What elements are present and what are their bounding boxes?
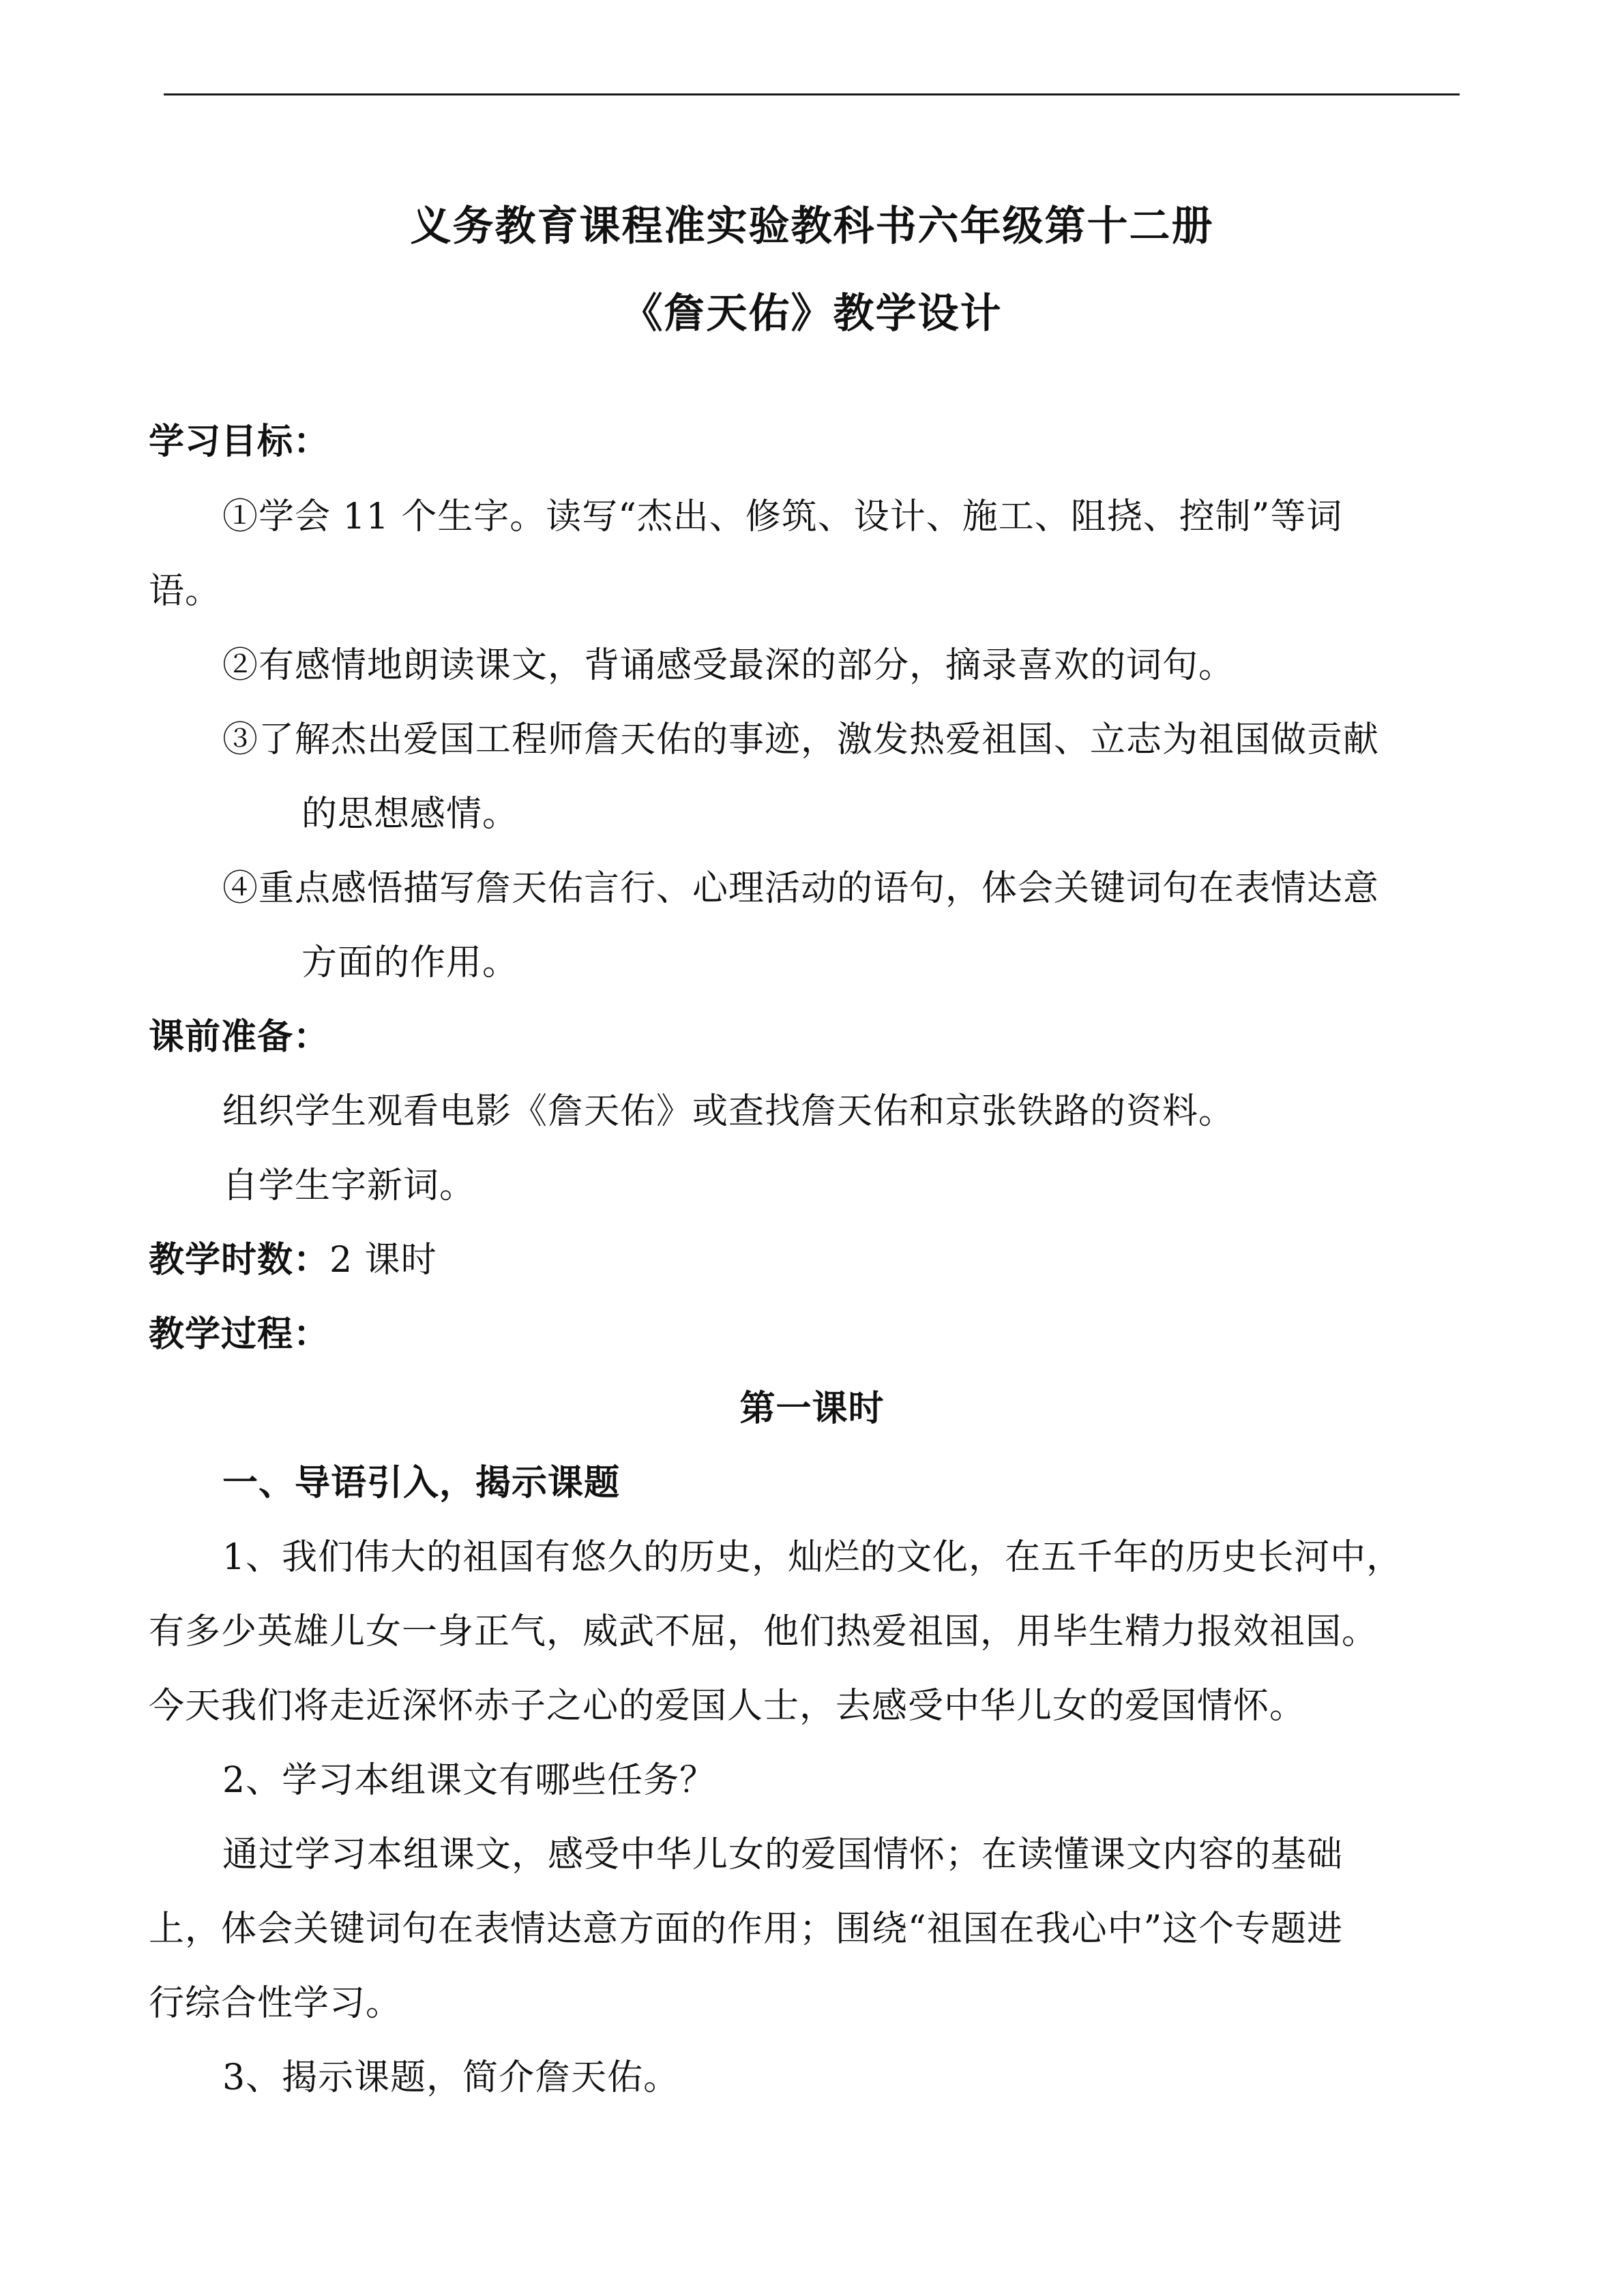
paragraph-3-line-2: 上，体会关键词句在表情达意方面的作用；围绕“祖国在我心中”这个专题进 bbox=[149, 1909, 1344, 1950]
teaching-hours-label: 教学时数： bbox=[149, 1240, 330, 1281]
paragraph-1-line-1: 1、我们伟大的祖国有悠久的历史，灿烂的文化，在五千年的历史长河中， bbox=[222, 1537, 1403, 1578]
paragraph-3-line-3: 行综合性学习。 bbox=[149, 1983, 402, 2024]
teaching-hours bbox=[149, 1239, 437, 1281]
paragraph-1-line-2: 有多少英雄儿女一身正气，威武不屈，他们热爱祖国，用毕生精力报效祖国。 bbox=[149, 1611, 1378, 1652]
preparation-item-1: 组织学生观看电影《詹天佑》或查找詹天佑和京张铁路的资料。 bbox=[222, 1091, 1235, 1132]
goal-item-1-cont: 语。 bbox=[149, 571, 222, 612]
section-1-heading: 一、导语引入，揭示课题 bbox=[222, 1463, 621, 1504]
goal-item-4: ④重点感悟描写詹天佑言行、心理活动的语句，体会关键词句在表情达意 bbox=[222, 868, 1380, 909]
preparation-heading: 课前准备： bbox=[149, 1017, 330, 1058]
goal-item-4-cont: 方面的作用。 bbox=[301, 942, 519, 983]
document-title: 义务教育课程准实验教科书六年级第十二册 bbox=[410, 203, 1214, 250]
goal-item-3-cont: 的思想感情。 bbox=[301, 794, 519, 835]
goals-heading: 学习目标： bbox=[149, 421, 330, 462]
goal-item-3: ③了解杰出爱国工程师詹天佑的事迹，激发热爱祖国、立志为祖国做贡献 bbox=[222, 719, 1380, 760]
teaching-hours-value: 2 课时 bbox=[329, 1240, 437, 1281]
process-heading: 教学过程： bbox=[149, 1314, 330, 1355]
header-rule bbox=[164, 93, 1460, 95]
goal-item-1: ①学会 11 个生字。读写“杰出、修筑、设计、施工、阻挠、控制”等词 bbox=[222, 496, 1343, 537]
paragraph-3-line-1: 通过学习本组课文，感受中华儿女的爱国情怀；在读懂课文内容的基础 bbox=[222, 1834, 1344, 1875]
paragraph-4: 3、揭示课题，简介詹天佑。 bbox=[222, 2057, 680, 2098]
preparation-item-2: 自学生字新词。 bbox=[222, 1165, 476, 1206]
lesson-title: 第一课时 bbox=[739, 1388, 885, 1429]
goal-item-2: ②有感情地朗读课文，背诵感受最深的部分，摘录喜欢的词句。 bbox=[222, 645, 1235, 686]
paragraph-1-line-3: 今天我们将走近深怀赤子之心的爱国人士，去感受中华儿女的爱国情怀。 bbox=[149, 1686, 1306, 1727]
paragraph-2: 2、学习本组课文有哪些任务？ bbox=[222, 1760, 716, 1801]
document-subtitle: 《詹天佑》教学设计 bbox=[621, 290, 1003, 338]
